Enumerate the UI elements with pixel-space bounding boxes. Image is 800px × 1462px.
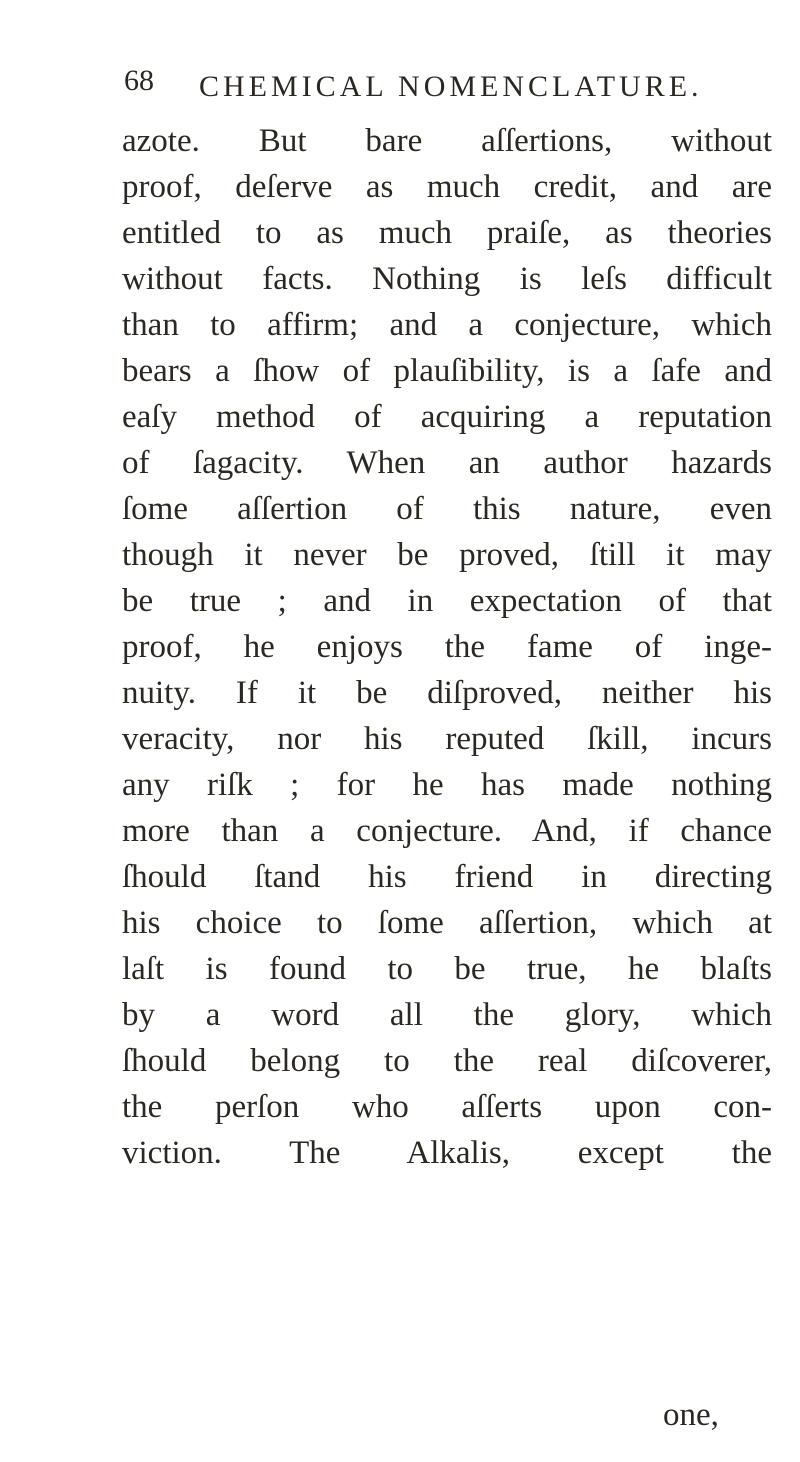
text-line: be true ; and in expectation of that [122, 583, 772, 619]
text-line: any riſk ; for he has made nothing [122, 767, 772, 803]
text-line: proof, he enjoys the fame of inge- [122, 629, 772, 665]
text-line: more than a conjecture. And, if chance [122, 813, 772, 849]
text-line: viction. The Alkalis, except the [122, 1135, 772, 1171]
text-line: without facts. Nothing is leſs difficult [122, 261, 772, 297]
text-line: entitled to as much praiſe, as theories [122, 215, 772, 251]
catchword: one, [663, 1397, 719, 1433]
text-line: laſt is found to be true, he blaſts [122, 951, 772, 987]
text-line: the perſon who aſſerts upon con- [122, 1089, 772, 1125]
text-line: ſhould belong to the real diſcoverer, [122, 1043, 772, 1079]
text-line: veracity, nor his reputed ſkill, incurs [122, 721, 772, 757]
text-line: azote. But bare aſſertions, without [122, 123, 772, 159]
text-line: proof, deſerve as much credit, and are [122, 169, 772, 205]
text-line: ſhould ſtand his friend in directing [122, 859, 772, 895]
text-line: nuity. If it be diſproved, neither his [122, 675, 772, 711]
page-header [124, 62, 764, 122]
text-line: bears a ſhow of plauſibility, is a ſafe and [122, 353, 772, 389]
running-title: CHEMICAL NOMENCLATURE. [199, 70, 703, 103]
body-text [122, 118, 772, 1176]
text-line: by a word all the glory, which [122, 997, 772, 1033]
text-line: his choice to ſome aſſertion, which at [122, 905, 772, 941]
text-line: of ſagacity. When an author hazards [122, 445, 772, 481]
text-line: though it never be proved, ſtill it may [122, 537, 772, 573]
text-line: eaſy method of acquiring a reputation [122, 399, 772, 435]
text-line: ſome aſſertion of this nature, even [122, 491, 772, 527]
text-line: than to affirm; and a conjecture, which [122, 307, 772, 343]
page-number: 68 [124, 64, 154, 97]
